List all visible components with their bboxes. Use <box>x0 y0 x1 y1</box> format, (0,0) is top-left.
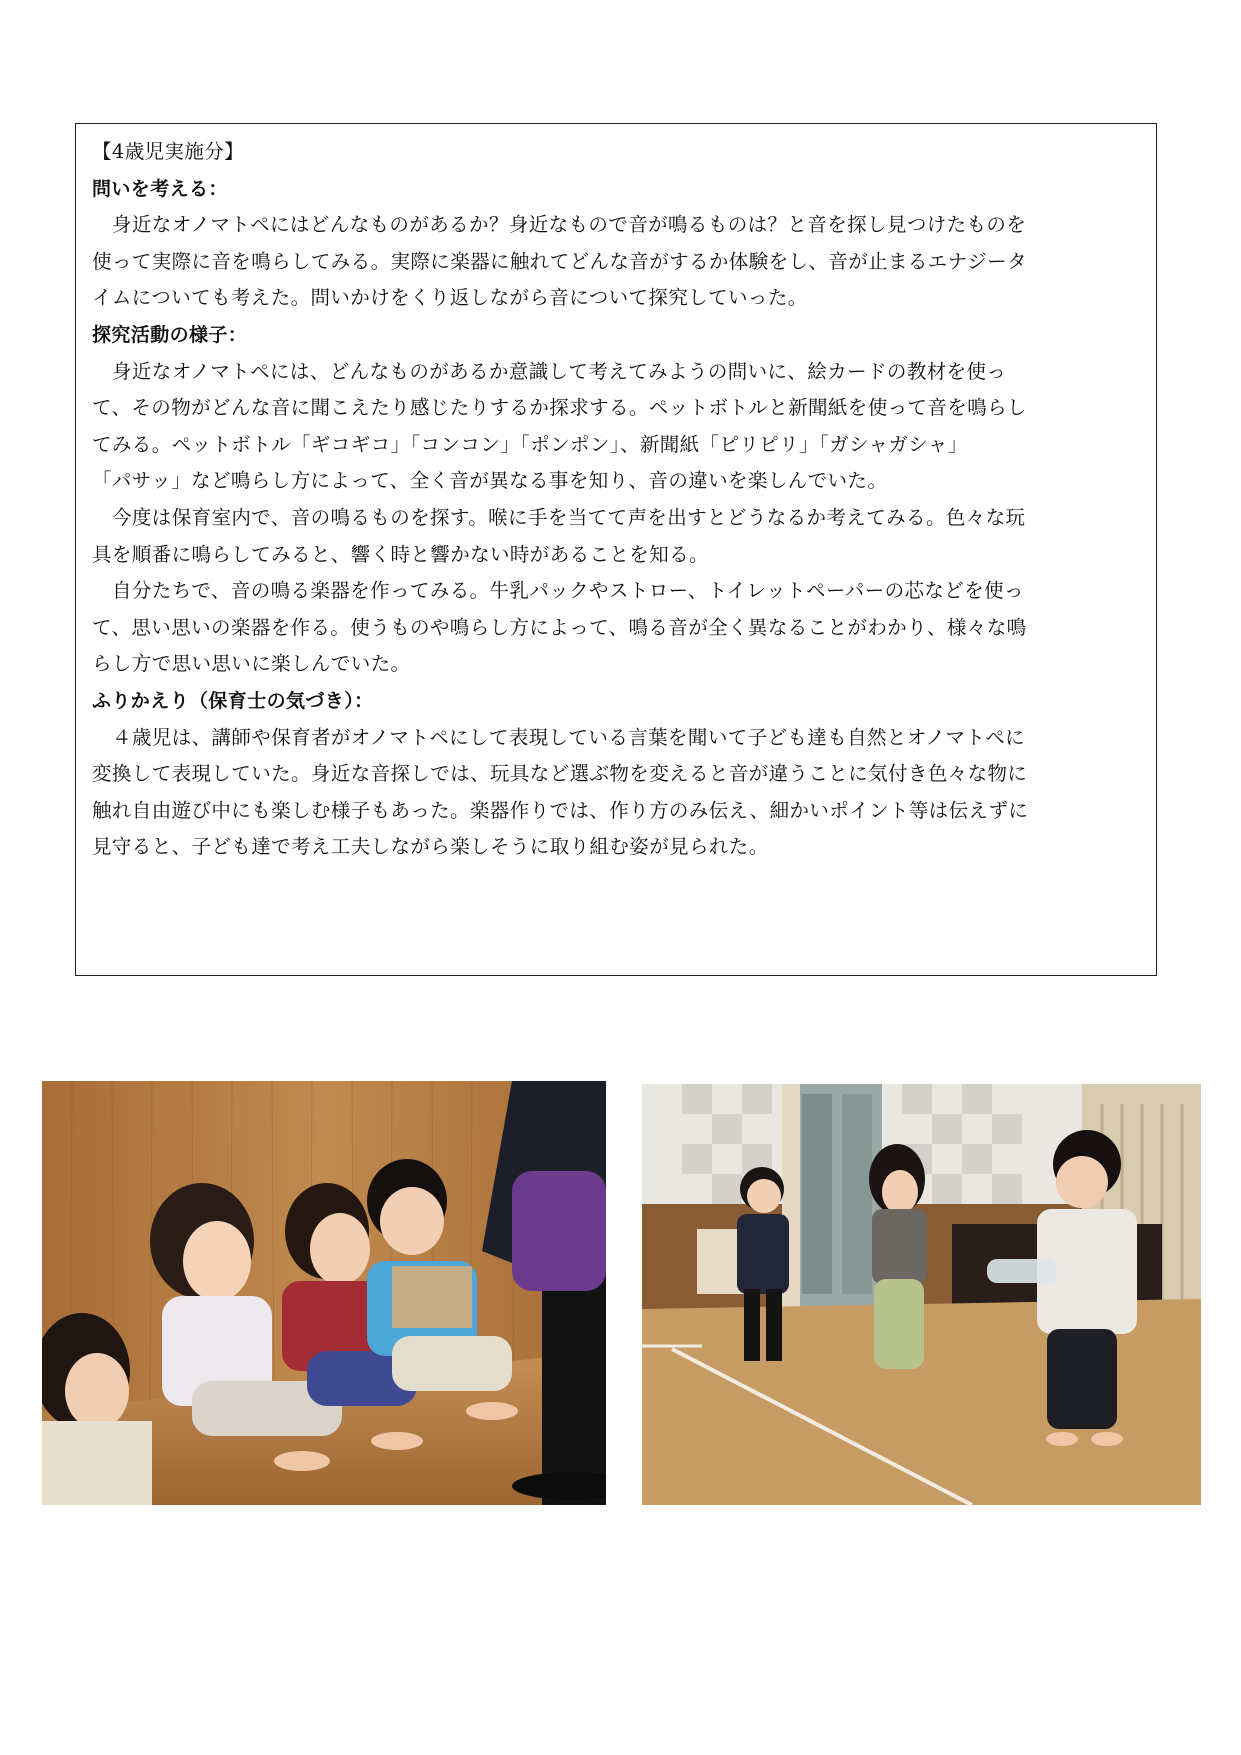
body-line: 変換して表現していた。身近な音探しでは、玩具など選ぶ物を変えると音が違うことに気付き色々な物に <box>92 762 1028 786</box>
body-line: てみる。ペットボトル「ギコギコ」「コンコン」「ポンポン」、新聞紙「ピリピリ」「ガシャガシャ」 <box>92 432 968 456</box>
body-line: 身近なオノマトペには、どんなものがあるか意識して考えてみようの問いに、絵カードの教材を使っ <box>112 359 1007 383</box>
body-line: イムについても考えた。問いかけをくり返しながら音について探究していった。 <box>92 286 808 310</box>
section-heading-questions: 問いを考える： <box>92 177 228 200</box>
body-line: 今度は保育室内で、音の鳴るものを探す。喉に手を当てて声を出すとどうなるか考えてみる。色々な玩 <box>112 505 1026 529</box>
body-line: らし方で思い思いに楽しんでいた。 <box>92 652 411 676</box>
body-line: て、その物がどんな音に聞こえたり感じたりするか探求する。ペットボトルと新聞紙を使って音を鳴らし <box>92 396 1027 420</box>
body-line: て、思い思いの楽器を作る。使うものや鳴らし方によって、鳴る音が全く異なることがわかり、様々な鳴 <box>92 615 1027 639</box>
body-line: 使って実際に音を鳴らしてみる。実際に楽器に触れてどんな音がするか体験をし、音が止まるエナジータ <box>92 249 1027 273</box>
classroom-photo-children-seated <box>42 1081 606 1505</box>
body-line: 触れ自由遊び中にも楽しむ様子もあった。楽器作りでは、作り方のみ伝え、細かいポイント等は伝えずに <box>92 798 1029 822</box>
section-heading-activities: 探究活動の様子： <box>92 323 248 346</box>
body-line: 自分たちで、音の鳴る楽器を作ってみる。牛乳パックやストロー、トイレットペーパーの芯などを使っ <box>112 579 1024 603</box>
report-box <box>75 123 1157 976</box>
body-line: 具を順番に鳴らしてみると、響く時と響かない時があることを知る。 <box>92 542 709 566</box>
body-line: 見守ると、子ども達で考え工夫しながら楽しそうに取り組む姿が見られた。 <box>92 835 769 859</box>
classroom-photo-children-hall <box>642 1084 1201 1505</box>
body-line: ４歳児は、講師や保育者がオノマトペにして表現している言葉を聞いて子ども達も自然とオノマトペに <box>112 725 1026 749</box>
section-heading-reflection: ふりかえり（保育士の気づき）： <box>92 689 374 712</box>
body-line: 身近なオノマトペにはどんなものがあるか？身近なもので音が鳴るものは？と音を探し見つけたものを <box>112 213 1027 237</box>
report-title: 【4歳児実施分】 <box>92 140 245 163</box>
body-line: 「パサッ」など鳴らし方によって、全く音が異なる事を知り、音の違いを楽しんでいた。 <box>92 469 888 493</box>
